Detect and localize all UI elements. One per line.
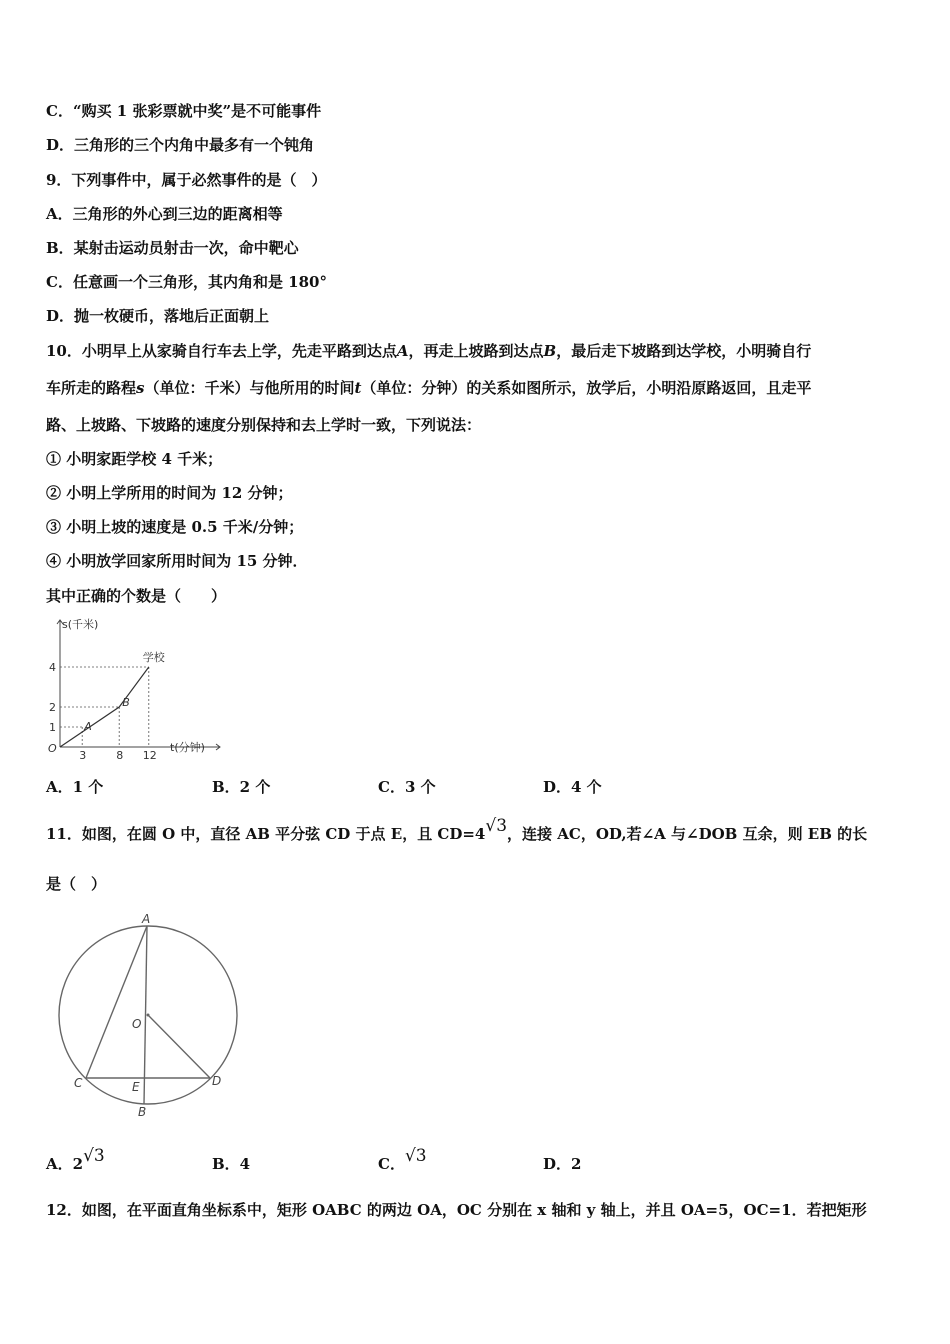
q10-statement-3: ③ 小明上坡的速度是 0.5 千米/分钟； [46,518,304,536]
q11-option-c: C．√3 [378,1146,427,1173]
q11-option-b: B．4 [212,1155,251,1173]
q11-option-a: A．2√3 [46,1146,105,1173]
y-tick-1: 1 [49,721,56,734]
q10-statement-1: ① 小明家距学校 4 千米； [46,450,223,468]
q10-option-b: B．2 个 [212,778,271,796]
q10-option-c: C．3 个 [378,778,436,796]
label-o: O [132,1017,142,1031]
point-label-1: A [84,720,92,733]
q9-option-d: D．抛一枚硬币，落地后正面朝上 [46,307,270,325]
y-tick-4: 4 [49,661,56,674]
origin-label: O [48,742,57,755]
q10-question: 其中正确的个数是（ ） [46,587,227,605]
label-a: A [142,912,151,926]
q10-option-d: D．4 个 [543,778,602,796]
q9-stem: 9．下列事件中，属于必然事件的是（ ） [46,171,327,189]
y-axis-label: s(千米) [62,618,99,631]
q9-option-a: A．三角形的外心到三边的距离相等 [46,205,283,223]
x-tick-8: 8 [116,749,124,760]
label-b: B [138,1105,147,1119]
q10-stem-line2: 车所走的路程s（单位：千米）与他所用的时间t（单位：分钟）的关系如图所示，放学后，小明沿原路返回，且走平 [46,379,812,397]
q11-stem-line1: 11．如图，在圆 O 中，直径 AB 平分弦 CD 于点 E，且 CD=4√3，连接 AC，OD,若∠A 与∠DOB 互余，则 EB 的长 [46,816,868,843]
q10-option-a: A．1 个 [46,778,104,796]
point-label-2: B [122,696,130,709]
q10-stem-line1: 10．小明早上从家骑自行车去上学，先走平路到达点A，再走上坡路到达点B，最后走下坡路到达学校，小明骑自行 [46,342,812,360]
q8-option-d: D．三角形的三个内角中最多有一个钝角 [46,136,315,154]
q10-stem-line3: 路、上坡路、下坡路的速度分别保持和去上学时一致，下列说法： [46,416,482,434]
y-tick-2: 2 [49,701,56,714]
q11-stem-line2: 是（ ） [46,875,107,893]
label-e: E [132,1080,140,1094]
q11-option-d: D．2 [543,1155,582,1173]
circle-diagram [50,910,260,1125]
label-c: C [74,1076,83,1090]
x-tick-3: 3 [79,749,87,760]
label-d: D [212,1074,222,1088]
q10-statement-4: ④ 小明放学回家所用时间为 15 分钟． [46,552,308,570]
q9-option-b: B．某射击运动员射击一次，命中靶心 [46,239,299,257]
q9-option-c: C．任意画一个三角形，其内角和是 180° [46,273,327,291]
point-label-3: 学校 [142,651,165,664]
x-axis-label: t(分钟) [170,741,205,754]
distance-time-graph [40,612,230,760]
q11-sqrt3: √3 [485,816,508,836]
q12-stem: 12．如图，在平面直角坐标系中，矩形 OABC 的两边 OA，OC 分别在 x 轴和 y 轴上，并且 OA=5，OC=1．若把矩形 [46,1201,867,1219]
q8-option-c: C．“购买 1 张彩票就中奖”是不可能事件 [46,102,322,120]
q10-statement-2: ② 小明上学所用的时间为 12 分钟； [46,484,293,502]
x-tick-12: 12 [142,749,157,760]
